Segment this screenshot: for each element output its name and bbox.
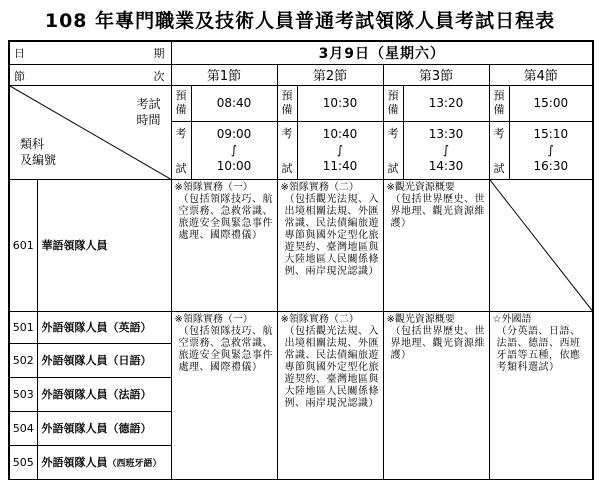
prep-time-row: [9, 85, 593, 121]
no-exam-cell: [489, 179, 593, 311]
exam-label-1: 考 試: [171, 121, 191, 179]
prep-label-3: 預 備: [383, 85, 403, 121]
date-label-left: 日: [14, 47, 25, 60]
table-row-601: [9, 179, 593, 311]
prep-time-2: 10:30: [297, 85, 383, 121]
category-name: 外語領隊人員（英語）: [37, 311, 171, 343]
subject-leader-practice-1: ※領隊實務（一） （包括領隊技巧、航空票務、急救常識、旅遊安全與緊急事件處理、國際禮儀）: [171, 311, 277, 479]
corner-category-line1: 類科: [20, 136, 45, 151]
category-code: 505: [9, 445, 37, 479]
category-name: 華語領隊人員: [37, 179, 171, 311]
corner-exam-time-line1: 考試: [136, 96, 161, 111]
prep-label-1: 預 備: [171, 85, 191, 121]
category-name: 外語領隊人員（日語）: [37, 343, 171, 377]
schedule-table: [8, 40, 594, 480]
prep-time-1: 08:40: [191, 85, 277, 121]
subject-leader-practice-1: ※領隊實務（一） （包括領隊技巧、航空票務、急救常識、旅遊安全與緊急事件處理、國際禮儀）: [171, 179, 277, 311]
exam-label-4: 考 試: [489, 121, 509, 179]
subject-tourism-resources: ※觀光資源概要 （包括世界歷史、世界地理、觀光資源維護）: [383, 179, 489, 311]
exam-label-2: 考 試: [277, 121, 297, 179]
session-label-left: 節: [14, 69, 25, 83]
table-row-501: [9, 311, 593, 343]
category-code: 502: [9, 343, 37, 377]
page-title: 108 年專門職業及技術人員普通考試領隊人員考試日程表: [44, 10, 556, 32]
subject-leader-practice-2: ※領隊實務（二） （包括觀光法規、入出境相關法規、外匯常識、民法債編旅遊專節與國外定型化旅遊契約、臺灣地區與大陸地區人民關係條例、兩岸現況認識）: [277, 179, 383, 311]
exam-time-1: 09:00 ∫ 10:00: [191, 121, 277, 179]
category-code: 503: [9, 377, 37, 411]
subject-foreign-language: ☆外國語 （分英語、日語、法語、德語、西班牙語等五種，依應考類科選試）: [489, 311, 593, 479]
session-2: 第2節: [277, 64, 383, 85]
date-label-right: 期: [153, 47, 165, 60]
date-row: [9, 41, 593, 64]
corner-exam-time: [136, 96, 160, 128]
no-exam-diagonal-line: [490, 180, 593, 311]
session-1: 第1節: [171, 64, 277, 85]
category-name: 外語領隊人員（法語）: [37, 377, 171, 411]
category-code: 601: [9, 179, 37, 311]
session-label-cell: [9, 64, 171, 85]
category-code: 501: [9, 311, 37, 343]
subject-leader-practice-2: ※領隊實務（二） （包括觀光法規、入出境相關法規、外匯常識、民法債編旅遊專節與國外定型化旅遊契約、臺灣地區與大陸地區人民關係條例、兩岸現況認識）: [277, 311, 383, 479]
corner-header: [9, 85, 171, 179]
session-3: 第3節: [383, 64, 489, 85]
category-code: 504: [9, 411, 37, 445]
exam-time-4: 15:10 ∫ 16:30: [509, 121, 593, 179]
category-name: 外語領隊人員（德語）: [37, 411, 171, 445]
date-label-cell: [9, 41, 171, 64]
exam-time-2: 10:40 ∫ 11:40: [297, 121, 383, 179]
prep-time-4: 15:00: [509, 85, 593, 121]
session-label-right: 次: [153, 69, 165, 83]
exam-time-3: 13:30 ∫ 14:30: [403, 121, 489, 179]
prep-label-2: 預 備: [277, 85, 297, 121]
corner-exam-time-line2: 時間: [136, 112, 161, 127]
subject-tourism-resources: ※觀光資源概要 （包括世界歷史、世界地理、觀光資源維護）: [383, 311, 489, 479]
session-4: 第4節: [489, 64, 593, 85]
corner-category-line2: 及編號: [20, 152, 57, 167]
prep-label-4: 預 備: [489, 85, 509, 121]
corner-category: [20, 136, 56, 168]
session-row: [9, 64, 593, 85]
exam-label-3: 考 試: [383, 121, 403, 179]
exam-date: 3月9日（星期六）: [171, 41, 593, 64]
prep-time-3: 13:20: [403, 85, 489, 121]
category-name: 外語領隊人員（西班牙語）: [37, 445, 171, 479]
